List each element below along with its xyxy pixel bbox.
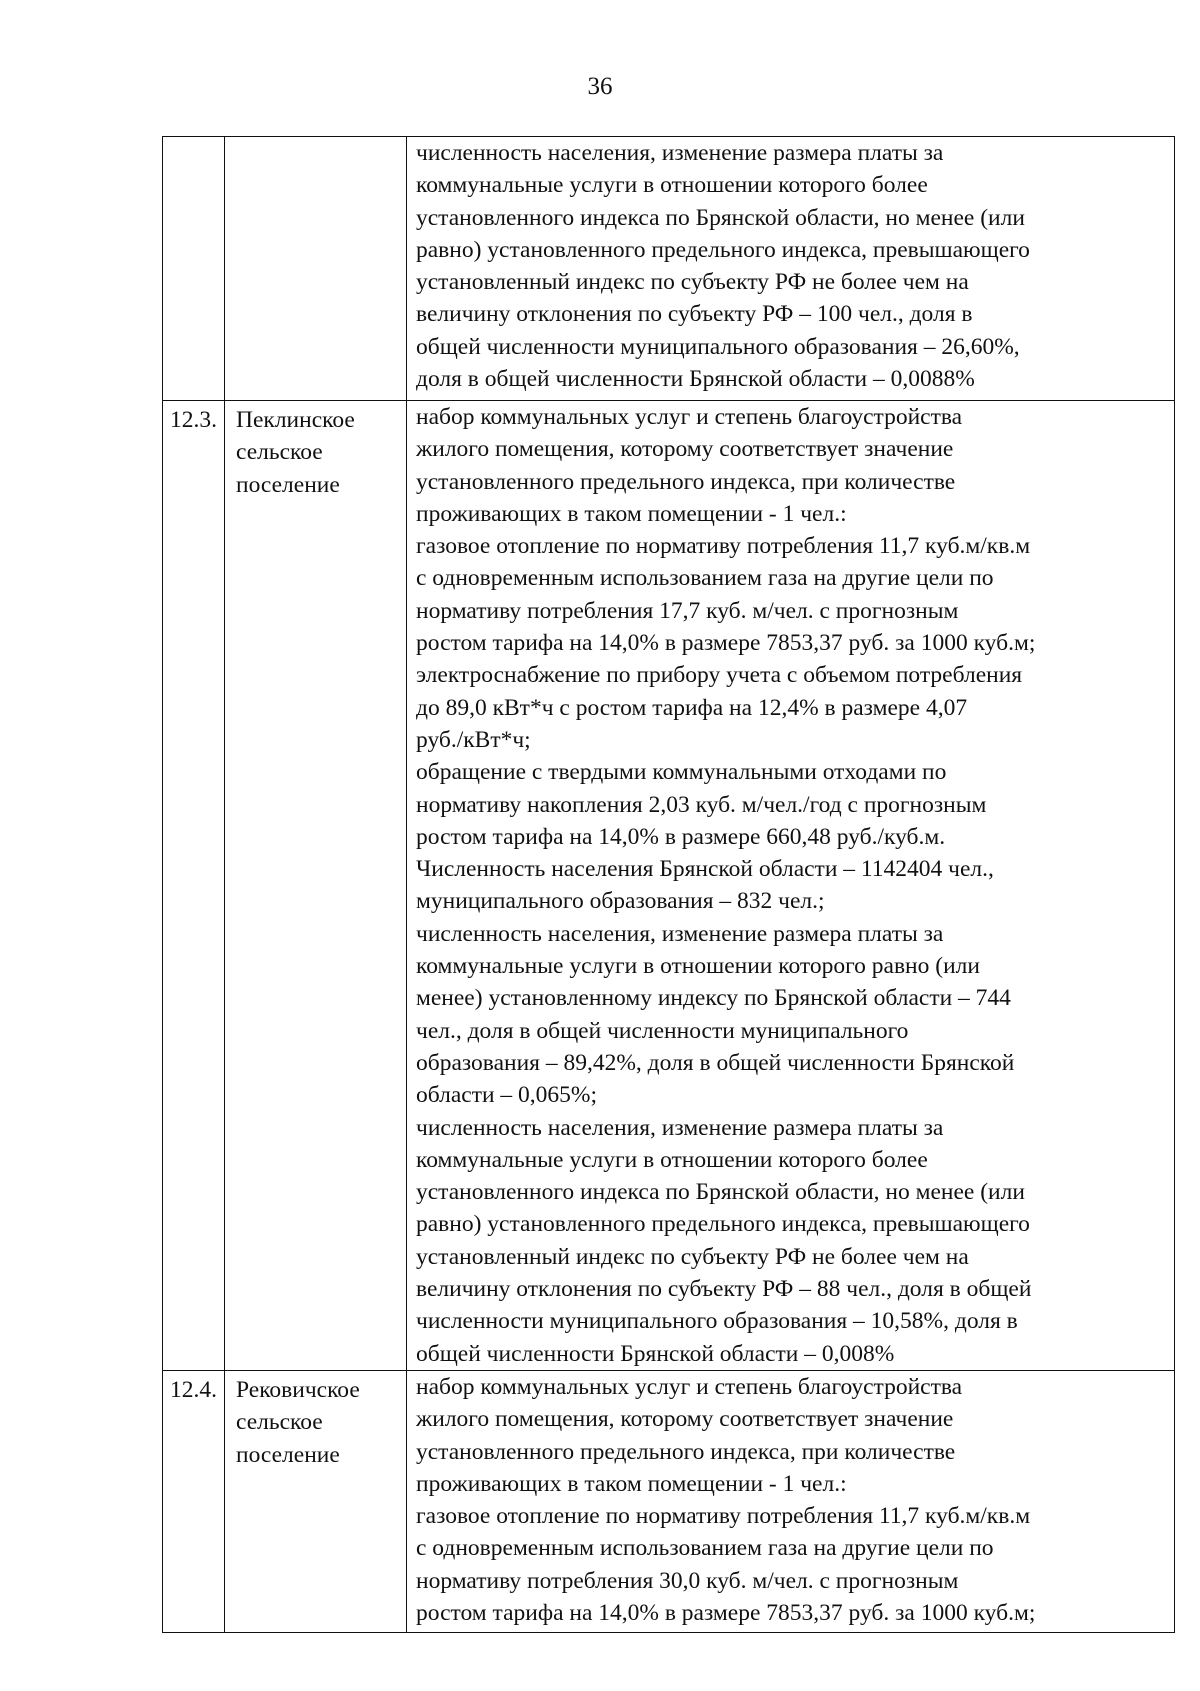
text-line: установленный индекс по субъекту РФ не более чем на bbox=[416, 269, 969, 296]
table-row bbox=[163, 137, 1175, 401]
text-line: величину отклонения по субъекту РФ – 88 чел., доля в общей bbox=[416, 1276, 1032, 1303]
row-number-cell: 12.3. bbox=[163, 401, 225, 1371]
text-line: установленного индекса по Брянской области, но менее (или bbox=[416, 1179, 1025, 1206]
text-line: обращение с твердыми коммунальными отходами по bbox=[416, 759, 947, 786]
text-line: равно) установленного предельного индекса, превышающего bbox=[416, 236, 1030, 263]
text-line: проживающих в таком помещении - 1 чел.: bbox=[416, 1470, 847, 1497]
text-line: области – 0,065%; bbox=[416, 1082, 598, 1109]
text-line: ростом тарифа на 14,0% в размере 7853,37 руб. за 1000 куб.м; bbox=[416, 1599, 1036, 1626]
text-line: численность населения, изменение размера платы за bbox=[416, 920, 944, 947]
text-line: коммунальные услуги в отношении которого более bbox=[416, 172, 928, 199]
text-line: руб./кВт*ч; bbox=[416, 726, 531, 753]
description-cell bbox=[407, 1370, 1175, 1632]
text-line: муниципального образования – 832 чел.; bbox=[416, 888, 825, 915]
text-line: общей численности муниципального образования – 26,60%, bbox=[416, 333, 1020, 360]
text-line: нормативу накопления 2,03 куб. м/чел./год с прогнозным bbox=[416, 791, 987, 818]
municipality-name-line: поселение bbox=[236, 471, 340, 498]
text-line: общей численности Брянской области – 0,008% bbox=[416, 1340, 895, 1367]
row-number-cell bbox=[163, 137, 225, 401]
table-row bbox=[163, 1370, 1175, 1632]
text-line: численность населения, изменение размера платы за bbox=[416, 140, 944, 166]
text-line: жилого помещения, которому соответствует значение bbox=[416, 1406, 954, 1433]
text-line: коммунальные услуги в отношении которого более bbox=[416, 1146, 928, 1173]
text-line: с одновременным использованием газа на другие цели по bbox=[416, 1535, 994, 1562]
text-line: чел., доля в общей численности муниципального bbox=[416, 1017, 909, 1044]
text-line: с одновременным использованием газа на другие цели по bbox=[416, 565, 994, 592]
text-line: электроснабжение по прибору учета с объемом потребления bbox=[416, 662, 1023, 689]
row-number-cell: 12.4. bbox=[163, 1370, 225, 1632]
text-line: коммунальные услуги в отношении которого равно (или bbox=[416, 953, 980, 980]
text-line: равно) установленного предельного индекса, превышающего bbox=[416, 1211, 1030, 1238]
municipality-name-cell bbox=[225, 401, 407, 1371]
description-cell bbox=[407, 401, 1175, 1371]
page-number: 36 bbox=[587, 73, 613, 100]
table-row bbox=[163, 401, 1175, 1371]
municipality-name-cell bbox=[225, 137, 407, 401]
text-line: установленного предельного индекса, при количестве bbox=[416, 468, 956, 495]
municipality-name-cell bbox=[225, 1370, 407, 1632]
text-line: численности муниципального образования – 10,58%, доля в bbox=[416, 1308, 1018, 1335]
text-line: образования – 89,42%, доля в общей численности Брянской bbox=[416, 1049, 1015, 1076]
municipality-name-line: Рековичское bbox=[236, 1376, 360, 1403]
text-line: проживающих в таком помещении - 1 чел.: bbox=[416, 500, 847, 527]
text-line: газовое отопление по нормативу потребления 11,7 куб.м/кв.м bbox=[416, 1503, 1031, 1530]
text-line: установленного предельного индекса, при количестве bbox=[416, 1438, 956, 1465]
text-line: нормативу потребления 30,0 куб. м/чел. с прогнозным bbox=[416, 1567, 959, 1594]
text-line: жилого помещения, которому соответствует значение bbox=[416, 436, 954, 463]
text-line: величину отклонения по субъекту РФ – 100 чел., доля в bbox=[416, 301, 973, 328]
indices-table bbox=[162, 136, 1175, 1633]
text-line: нормативу потребления 17,7 куб. м/чел. с прогнозным bbox=[416, 597, 959, 624]
text-line: менее) установленному индексу по Брянской области – 744 bbox=[416, 985, 1011, 1012]
text-line: ростом тарифа на 14,0% в размере 7853,37 руб. за 1000 куб.м; bbox=[416, 630, 1036, 657]
text-line: ростом тарифа на 14,0% в размере 660,48 руб./куб.м. bbox=[416, 823, 946, 850]
description-cell bbox=[407, 137, 1175, 401]
municipality-name-line: сельское bbox=[236, 1409, 323, 1436]
text-line: набор коммунальных услуг и степень благоустройства bbox=[416, 404, 963, 430]
text-line: установленный индекс по субъекту РФ не более чем на bbox=[416, 1243, 969, 1270]
text-line: доля в общей численности Брянской области – 0,0088% bbox=[416, 366, 975, 393]
text-line: газовое отопление по нормативу потребления 11,7 куб.м/кв.м bbox=[416, 533, 1031, 560]
text-line: Численность населения Брянской области – 1142404 чел., bbox=[416, 856, 994, 883]
municipality-name-line: поселение bbox=[236, 1441, 340, 1468]
text-line: численность населения, изменение размера платы за bbox=[416, 1114, 944, 1141]
text-line: установленного индекса по Брянской области, но менее (или bbox=[416, 204, 1025, 231]
municipality-name-line: сельское bbox=[236, 439, 323, 466]
municipality-name-line: Пеклинское bbox=[236, 407, 355, 433]
text-line: набор коммунальных услуг и степень благоустройства bbox=[416, 1373, 963, 1400]
text-line: до 89,0 кВт*ч с ростом тарифа на 12,4% в размере 4,07 bbox=[416, 694, 968, 721]
